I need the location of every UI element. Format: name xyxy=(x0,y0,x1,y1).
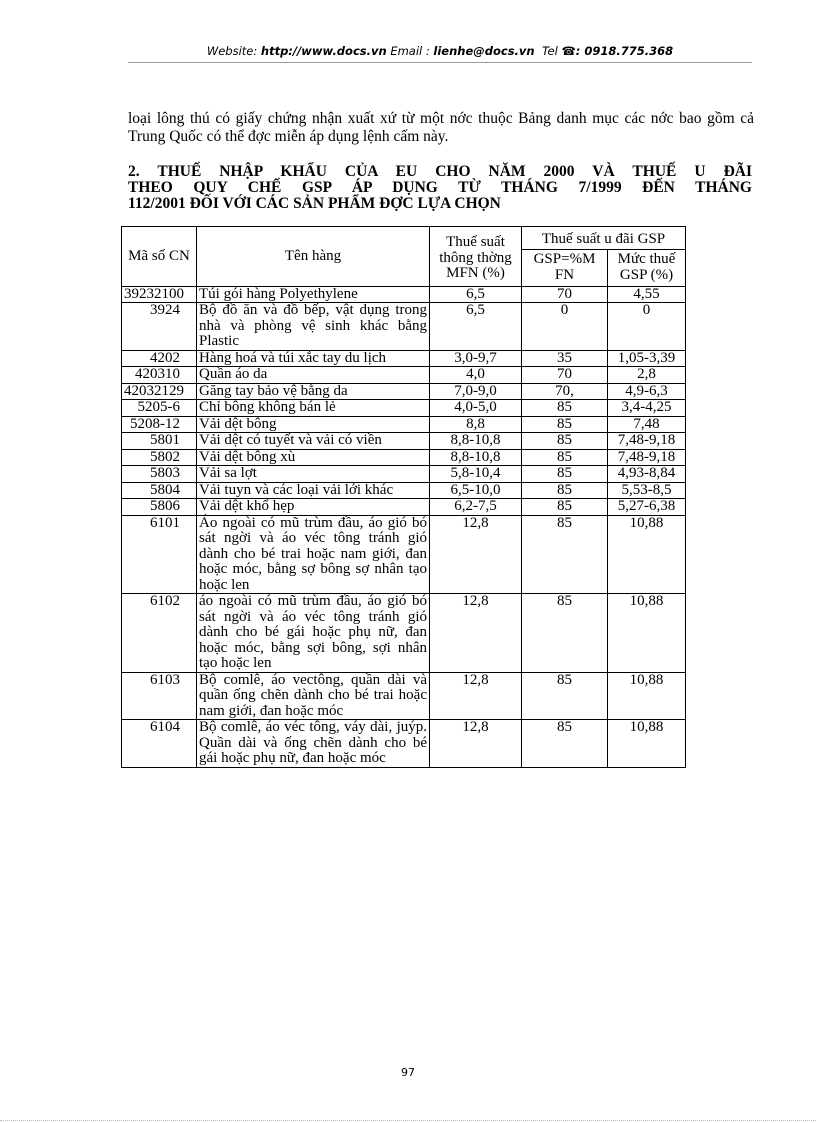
table-row xyxy=(122,286,686,303)
gsp-rate-cell: 5,27-6,38 xyxy=(608,499,686,516)
table-row xyxy=(122,367,686,384)
name-cell: Bộ comlê, áo vectông, quần dài và quần ống chẽn dành cho bé trai hoặc nam giới, đan hoặc móc xyxy=(197,672,430,720)
code-cell: 42032129 xyxy=(122,383,197,400)
header-name: Tên hàng xyxy=(197,227,430,287)
header-mfn: Thuế suất thông thờng MFN (%) xyxy=(430,227,522,287)
mfn-cell: 3,0-9,7 xyxy=(430,350,522,367)
footer-divider xyxy=(0,1120,816,1121)
website-label: Website: xyxy=(206,44,258,58)
gsp-rate-cell: 7,48-9,18 xyxy=(608,433,686,450)
header-gsp-group: Thuế suất u đãi GSP xyxy=(522,227,686,250)
mfn-cell: 8,8-10,8 xyxy=(430,449,522,466)
header-divider xyxy=(128,62,752,63)
table-row xyxy=(122,482,686,499)
gsp-rate-cell: 3,4-4,25 xyxy=(608,400,686,417)
table-row xyxy=(122,466,686,483)
header-gsp-rate: Mức thuế GSP (%) xyxy=(608,249,686,286)
gsp-ratio-cell: 70 xyxy=(522,286,608,303)
gsp-ratio-cell: 85 xyxy=(522,433,608,450)
tariff-table xyxy=(121,226,686,768)
gsp-ratio-cell: 70 xyxy=(522,367,608,384)
code-cell: 3924 xyxy=(122,303,197,351)
mfn-cell: 4,0 xyxy=(430,367,522,384)
gsp-rate-cell: 1,05-3,39 xyxy=(608,350,686,367)
code-cell: 5804 xyxy=(122,482,197,499)
mfn-cell: 4,0-5,0 xyxy=(430,400,522,417)
gsp-ratio-cell: 35 xyxy=(522,350,608,367)
code-cell: 6103 xyxy=(122,672,197,720)
code-cell: 5806 xyxy=(122,499,197,516)
code-cell: 5205-6 xyxy=(122,400,197,417)
name-cell: Túi gói hàng Polyethylene xyxy=(197,286,430,303)
name-cell: Bộ comlê, áo véc tông, váy dài, juýp. Quần dài và ống chẽn dành cho bé gái hoặc phụ nữ, đan hoặc móc xyxy=(197,720,430,768)
table-row xyxy=(122,594,686,673)
name-cell: Vải sa lợt xyxy=(197,466,430,483)
name-cell: Vải tuyn và các loại vải lới khác xyxy=(197,482,430,499)
gsp-ratio-cell: 85 xyxy=(522,466,608,483)
name-cell: Găng tay bảo vệ bằng da xyxy=(197,383,430,400)
header-code: Mã số CN xyxy=(122,227,197,287)
mfn-cell: 7,0-9,0 xyxy=(430,383,522,400)
table-body xyxy=(122,286,686,767)
heading-line-3: 112/2001 ĐỐI VỚI CÁC SẢN PHẨM ĐỢC LỰA CHỌN xyxy=(128,195,501,212)
gsp-ratio-cell: 85 xyxy=(522,416,608,433)
name-cell: áo ngoài có mũ trùm đầu, áo gió bó sát ngời và áo véc tông tránh gió dành cho bé gái hoặc phụ nữ, đan hoặc móc, bằng sợi bông, sợi nhân tạo hoặc len xyxy=(197,594,430,673)
table-row xyxy=(122,672,686,720)
mfn-cell: 8,8-10,8 xyxy=(430,433,522,450)
gsp-rate-cell: 4,55 xyxy=(608,286,686,303)
name-cell: Bộ đồ ăn và đồ bếp, vật dụng trong nhà và phòng vệ sinh khác bằng Plastic xyxy=(197,303,430,351)
gsp-ratio-cell: 85 xyxy=(522,515,608,594)
gsp-rate-cell: 4,9-6,3 xyxy=(608,383,686,400)
table-row xyxy=(122,303,686,351)
name-cell: Vải dệt có tuyết và vải có viền xyxy=(197,433,430,450)
heading-line-2: THEO QUY CHẾ GSP ÁP DỤNG TỪ THÁNG 7/1999 ĐẾN THÁNG xyxy=(128,179,752,196)
table-row xyxy=(122,433,686,450)
table-row xyxy=(122,416,686,433)
gsp-ratio-cell: 85 xyxy=(522,672,608,720)
name-cell: Hàng hoá và túi xắc tay du lịch xyxy=(197,350,430,367)
mfn-cell: 6,2-7,5 xyxy=(430,499,522,516)
gsp-ratio-cell: 85 xyxy=(522,720,608,768)
gsp-ratio-cell: 85 xyxy=(522,482,608,499)
mfn-cell: 8,8 xyxy=(430,416,522,433)
name-cell: Quần áo da xyxy=(197,367,430,384)
name-cell: Áo ngoài có mũ trùm đầu, áo gió bó sát ngời và áo véc tông tránh gió dành cho bé trai hoặc nam giới, đan hoặc móc, bằng sợ bông sợ nhân tạo hoặc len xyxy=(197,515,430,594)
code-cell: 420310 xyxy=(122,367,197,384)
phone-number: ☎: 0918.775.368 xyxy=(561,44,674,58)
gsp-ratio-cell: 85 xyxy=(522,594,608,673)
code-cell: 6101 xyxy=(122,515,197,594)
email-label: Email : xyxy=(390,44,430,58)
heading-line-1: 2. THUẾ NHẬP KHẨU CỦA EU CHO NĂM 2000 VÀ THUẾ U ĐÃI xyxy=(128,163,752,180)
table-row xyxy=(122,383,686,400)
tel-label: Tel xyxy=(541,44,558,58)
section-heading xyxy=(128,164,752,212)
name-cell: Vải dệt bông xyxy=(197,416,430,433)
gsp-rate-cell: 10,88 xyxy=(608,672,686,720)
gsp-rate-cell: 10,88 xyxy=(608,594,686,673)
table-row xyxy=(122,400,686,417)
gsp-rate-cell: 7,48 xyxy=(608,416,686,433)
gsp-rate-cell: 2,8 xyxy=(608,367,686,384)
gsp-ratio-cell: 85 xyxy=(522,499,608,516)
code-cell: 6102 xyxy=(122,594,197,673)
gsp-ratio-cell: 85 xyxy=(522,449,608,466)
mfn-cell: 12,8 xyxy=(430,672,522,720)
gsp-rate-cell: 10,88 xyxy=(608,515,686,594)
table-row xyxy=(122,449,686,466)
gsp-ratio-cell: 0 xyxy=(522,303,608,351)
table-row xyxy=(122,720,686,768)
mfn-cell: 6,5 xyxy=(430,286,522,303)
code-cell: 5802 xyxy=(122,449,197,466)
page-number: 97 xyxy=(401,1066,415,1079)
mfn-cell: 12,8 xyxy=(430,594,522,673)
table-row xyxy=(122,499,686,516)
gsp-ratio-cell: 85 xyxy=(522,400,608,417)
mfn-cell: 5,8-10,4 xyxy=(430,466,522,483)
mfn-cell: 6,5 xyxy=(430,303,522,351)
code-cell: 5801 xyxy=(122,433,197,450)
gsp-rate-cell: 5,53-8,5 xyxy=(608,482,686,499)
gsp-rate-cell: 0 xyxy=(608,303,686,351)
header-gsp-ratio: GSP=%M FN xyxy=(522,249,608,286)
mfn-cell: 6,5-10,0 xyxy=(430,482,522,499)
code-cell: 39232100 xyxy=(122,286,197,303)
code-cell: 4202 xyxy=(122,350,197,367)
gsp-rate-cell: 10,88 xyxy=(608,720,686,768)
code-cell: 5208-12 xyxy=(122,416,197,433)
gsp-ratio-cell: 70, xyxy=(522,383,608,400)
table-row xyxy=(122,350,686,367)
intro-paragraph: loại lông thú có giấy chứng nhận xuất xứ từ một nớc thuộc Bảng danh mục các nớc bao gồm cả Trung Quốc có thể đợc miễn áp dụng lệnh cấm này. xyxy=(128,110,754,145)
mfn-cell: 12,8 xyxy=(430,720,522,768)
email-address[interactable]: lienhe@docs.vn xyxy=(433,44,535,58)
name-cell: Chỉ bông không bán lẻ xyxy=(197,400,430,417)
mfn-cell: 12,8 xyxy=(430,515,522,594)
name-cell: Vải dệt khổ hẹp xyxy=(197,499,430,516)
website-url[interactable]: http://www.docs.vn xyxy=(260,44,387,58)
gsp-rate-cell: 7,48-9,18 xyxy=(608,449,686,466)
gsp-rate-cell: 4,93-8,84 xyxy=(608,466,686,483)
code-cell: 5803 xyxy=(122,466,197,483)
page-header xyxy=(128,44,752,58)
name-cell: Vải dệt bông xù xyxy=(197,449,430,466)
code-cell: 6104 xyxy=(122,720,197,768)
table-row xyxy=(122,515,686,594)
